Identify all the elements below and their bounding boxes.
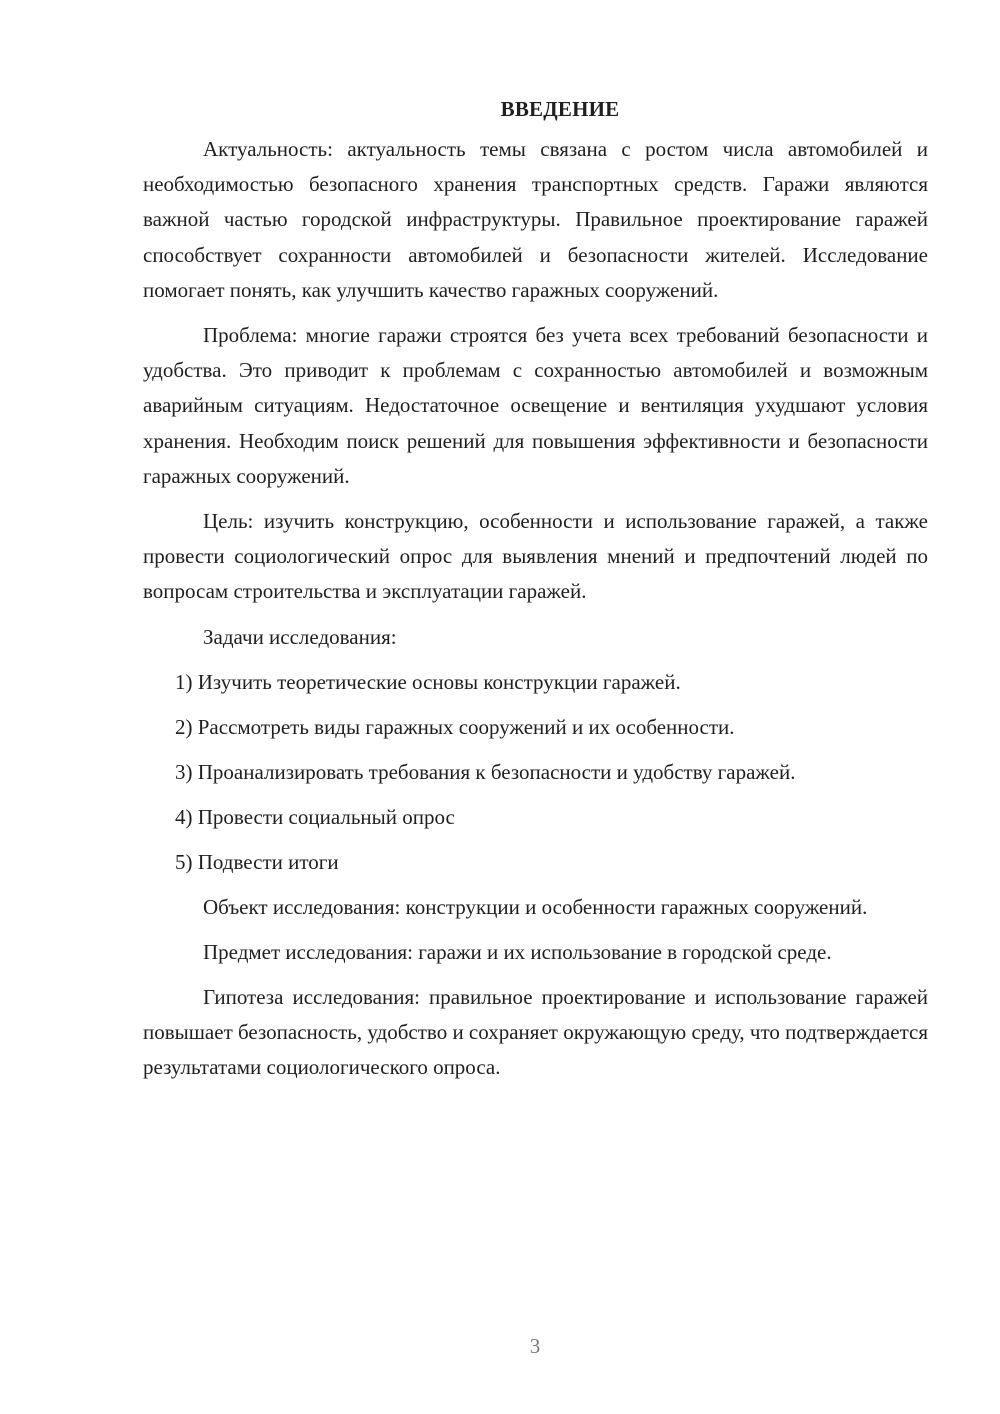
list-item: 1) Изучить теоретические основы конструкции гаражей.	[175, 669, 681, 694]
goal-paragraph: Цель: изучить конструкцию, особенности и использование гаражей, а также провести социологический опрос для выявления мнений и предпочтений людей по вопросам строительства и эксплуатации гаражей.	[143, 509, 928, 604]
list-item: 5) Подвести итоги	[175, 849, 339, 874]
tasks-list	[143, 665, 928, 890]
list-item: 4) Провести социальный опрос	[175, 804, 455, 829]
list-item: 3) Проанализировать требования к безопасности и удобству гаражей.	[175, 759, 796, 784]
subject-paragraph: Предмет исследования: гаражи и их использование в городской среде.	[203, 939, 832, 964]
page-title: ВВЕДЕНИЕ	[500, 97, 620, 121]
page-number: 3	[529, 1334, 541, 1358]
object-paragraph: Объект исследования: конструкции и особенности гаражных сооружений.	[203, 894, 868, 919]
list-item: 2) Рассмотреть виды гаражных сооружений и их особенности.	[175, 714, 735, 739]
relevance-paragraph: Актуальность: актуальность темы связана с ростом числа автомобилей и необходимостью безопасного хранения транспортных средств. Гаражи являются важной частью городской инфраструктуры. Правильное проектирование гаражей способствует сохранности автомобилей и безопасности жителей. Исследование помогает понять, как улучшить качество гаражных сооружений.	[143, 137, 928, 302]
page-content	[143, 92, 928, 1086]
tasks-heading: Задачи исследования:	[203, 624, 397, 649]
hypothesis-paragraph: Гипотеза исследования: правильное проектирование и использование гаражей повышает безопасность, удобство и сохраняет окружающую среду, что подтверждается результатами социологического опроса.	[143, 985, 928, 1080]
problem-paragraph: Проблема: многие гаражи строятся без учета всех требований безопасности и удобства. Это приводит к проблемам с сохранностью автомобилей и возможным аварийным ситуациям. Недостаточное освещение и вентиляция ухудшают условия хранения. Необходим поиск решений для повышения эффективности и безопасности гаражных сооружений.	[143, 323, 928, 488]
